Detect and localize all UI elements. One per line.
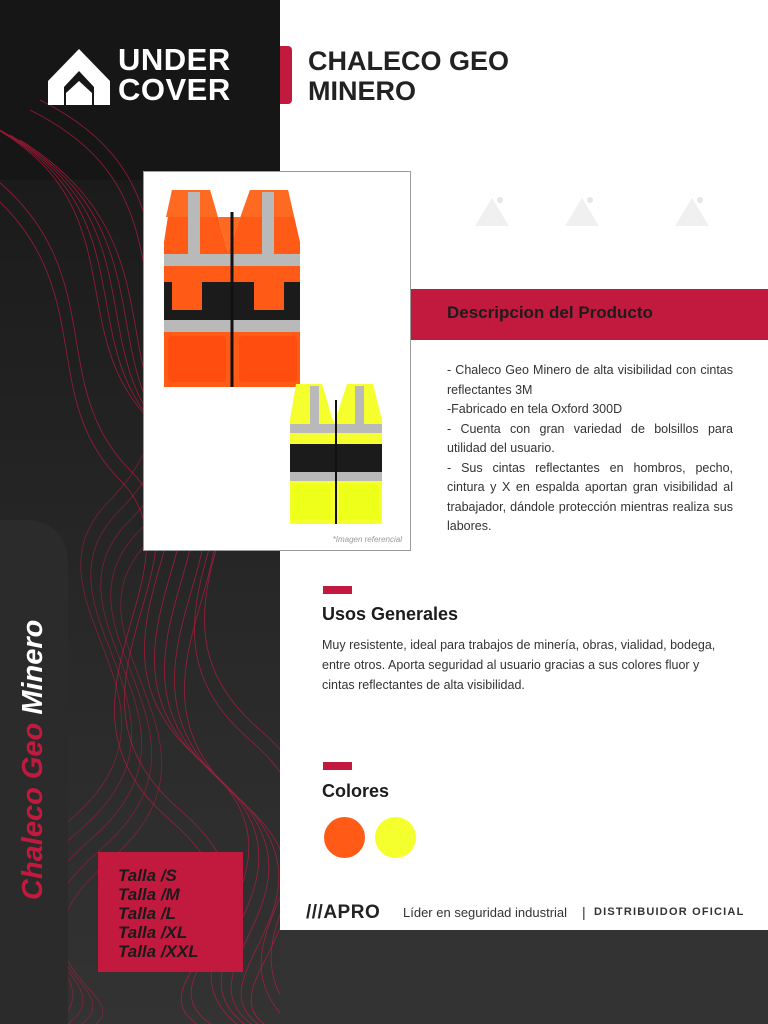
apro-separator: | (582, 904, 586, 920)
mountain-decoration-icons (470, 188, 720, 228)
image-caption: *Imagen referencial (332, 535, 402, 544)
description-item: - Sus cintas reflectantes en hombros, pecho, cintura y X en espalda aportan gran visibilidad al trabajador, dándole protección mientras realiza sus labores. (447, 460, 733, 533)
description-item: - Cuenta con gran variedad de bolsillos para utilidad del usuario. (447, 421, 733, 455)
size-item: Talla /S (118, 866, 177, 885)
size-item: Talla /L (118, 904, 176, 923)
logo-line-2: COVER (118, 72, 231, 107)
product-image (143, 171, 411, 551)
yellow-vest-image (290, 384, 382, 524)
size-item: Talla /M (118, 885, 180, 904)
size-item: Talla /XXL (118, 942, 199, 961)
description-item: - Chaleco Geo Minero de alta visibilidad con cintas reflectantes 3M (447, 363, 733, 397)
undercover-logo (46, 42, 246, 110)
description-item: -Fabricado en tela Oxford 300D (447, 402, 623, 416)
title-accent-bar (280, 46, 292, 104)
usos-heading: Usos Generales (322, 604, 459, 624)
page-title: CHALECO GEO MINERO (308, 46, 510, 106)
bottom-band (280, 930, 768, 1024)
color-swatch-yellow (375, 817, 416, 858)
sizes-box (98, 852, 243, 972)
vertical-title-part-2: Minero (17, 619, 49, 715)
logo-wordmark (118, 42, 231, 107)
description-list (447, 361, 733, 537)
vertical-product-title (17, 620, 50, 900)
vest-illustration (144, 172, 410, 550)
distributor-label: DISTRIBUIDOR OFICIAL (594, 906, 745, 918)
size-item: Talla /XL (118, 923, 188, 942)
vertical-title-part-1: Chaleco Geo (17, 714, 49, 900)
colores-accent-mark (323, 762, 352, 770)
color-swatch-orange (324, 817, 365, 858)
description-heading: Descripcion del Producto (447, 303, 653, 322)
apro-logo: ///APRO (306, 902, 381, 923)
orange-vest-image (164, 190, 300, 387)
usos-text: Muy resistente, ideal para trabajos de minería, obras, vialidad, bodega, entre otros. Aporta seguridad al usuario gracias a sus colores fluor y cintas reflectantes de alta visibilidad. (322, 638, 716, 692)
apro-tagline: Líder en seguridad industrial (403, 905, 568, 920)
mountain-chevron-icon (46, 47, 112, 107)
colores-heading: Colores (322, 781, 390, 801)
logo-line-1: UNDER (118, 42, 231, 77)
usos-accent-mark (323, 586, 352, 594)
